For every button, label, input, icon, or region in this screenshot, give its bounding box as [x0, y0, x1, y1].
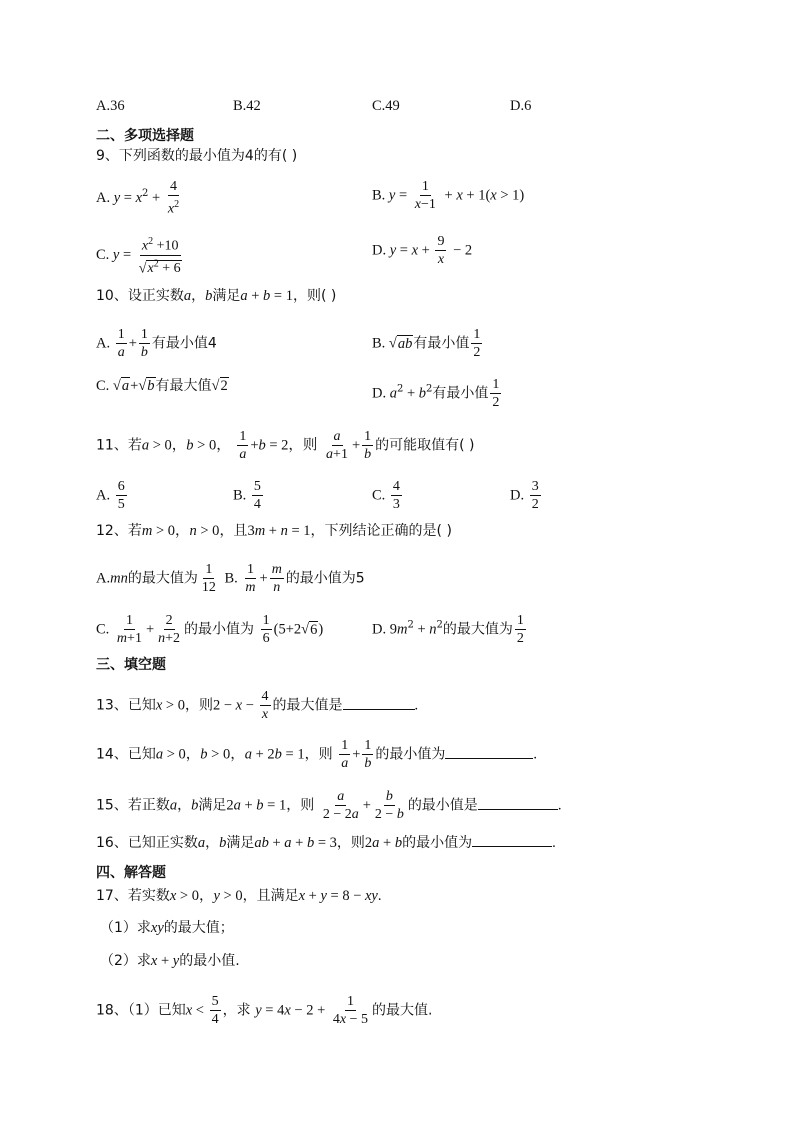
section-heading-answer: 四、解答题	[96, 865, 166, 881]
section-heading-multiple-choice: 二、多项选择题	[96, 128, 194, 144]
question-11-option-d: D. $\frac{3}{2}$	[510, 479, 539, 512]
question-16: 16、已知正实数a，b满足ab + a + b = 3，则2a + b的最小值为 .	[96, 832, 556, 853]
question-12-options-ab: A.mn的最大值为 $\frac{1}{12}$ B. $\frac{1}{m}$ + $\frac{m}{n}$ 的最小值为5	[96, 562, 365, 595]
question-9-option-d: D. y = x + $\frac{9}{x}$ − 2	[372, 234, 473, 267]
question-11-option-b: B. $\frac{5}{4}$	[233, 479, 261, 512]
question-10-option-d: D. $a^2 + b^2$有最小值 $\frac{1}{2}$	[372, 377, 500, 410]
question-9-stem: 9、下列函数的最小值为4的有( )	[96, 148, 298, 164]
q8-option-b: B.42	[233, 98, 261, 114]
question-17-stem: 17、若实数x > 0，y > 0，且满足x + y = 8 − xy.	[96, 888, 382, 904]
question-12-option-c: C. $\frac{1}{m+1}$ + $\frac{2}{n+2}$ 的最小值为 $\frac{1}{6}$ (5+2√6)	[96, 613, 324, 646]
question-11-option-c: C. $\frac{4}{3}$	[372, 479, 400, 512]
answer-blank	[343, 695, 415, 710]
question-17-part-1: （1）求xy的最大值；	[100, 920, 234, 936]
answer-blank	[472, 832, 552, 847]
question-12-option-d: D. $9m^2 + n^2$的最大值为 $\frac{1}{2}$	[372, 613, 524, 646]
question-10-option-c: C. √a+√b有最大值√2	[96, 378, 228, 394]
question-15: 15、若正数a，b满足2a + b = 1，则 $\frac{a}{2 - 2a}$ + $\frac{b}{2 - b}$ 的最小值是 .	[96, 789, 562, 822]
q8-option-c: C.49	[372, 98, 400, 114]
question-10-option-b: B. √ab有最小值 $\frac{1}{2}$	[372, 327, 481, 360]
question-10-option-a: A. $\frac{1}{a}$ + $\frac{1}{b}$ 有最小值4	[96, 327, 217, 360]
question-13: 13、已知x > 0，则2 − x − $\frac{4}{x}$ 的最大值是 .	[96, 689, 419, 722]
question-14: 14、已知a > 0，b > 0，a + 2b = 1，则 $\frac{1}{a}$ + $\frac{1}{b}$ 的最小值为 .	[96, 738, 537, 771]
q8-option-a: A.36	[96, 98, 125, 114]
question-9-option-b: B. y = $\frac{1}{x-1}$ + x + 1(x > 1)	[372, 179, 525, 212]
answer-blank	[445, 744, 533, 759]
question-18: 18、（1）已知x < $\frac{5}{4}$ ，求 y = 4x − 2 + $\frac{1}{4x - 5}$ 的最大值.	[96, 994, 433, 1027]
question-9-option-c: C. y = $\frac{x^2 +10}{√x^2 + 6}$	[96, 233, 186, 277]
question-11-option-a: A. $\frac{6}{5}$	[96, 479, 125, 512]
question-11-stem: 11、若a > 0，b > 0， $\frac{1}{a}$ +b = 2，则 $\frac{a}{a+1}$ + $\frac{1}{b}$ 的可能取值有( )	[96, 429, 475, 462]
answer-blank	[478, 795, 558, 810]
q8-option-d: D.6	[510, 98, 532, 114]
question-10-stem: 10、设正实数a，b满足a + b = 1，则( )	[96, 288, 337, 304]
question-12-stem: 12、若m > 0，n > 0，且3m + n = 1，下列结论正确的是( )	[96, 523, 452, 539]
section-heading-fill-in: 三、填空题	[96, 657, 166, 673]
question-9-option-a: A. $y = x^2$ + $\frac{4}{x^2}$	[96, 179, 180, 217]
question-17-part-2: （2）求x + y的最小值.	[100, 953, 240, 969]
